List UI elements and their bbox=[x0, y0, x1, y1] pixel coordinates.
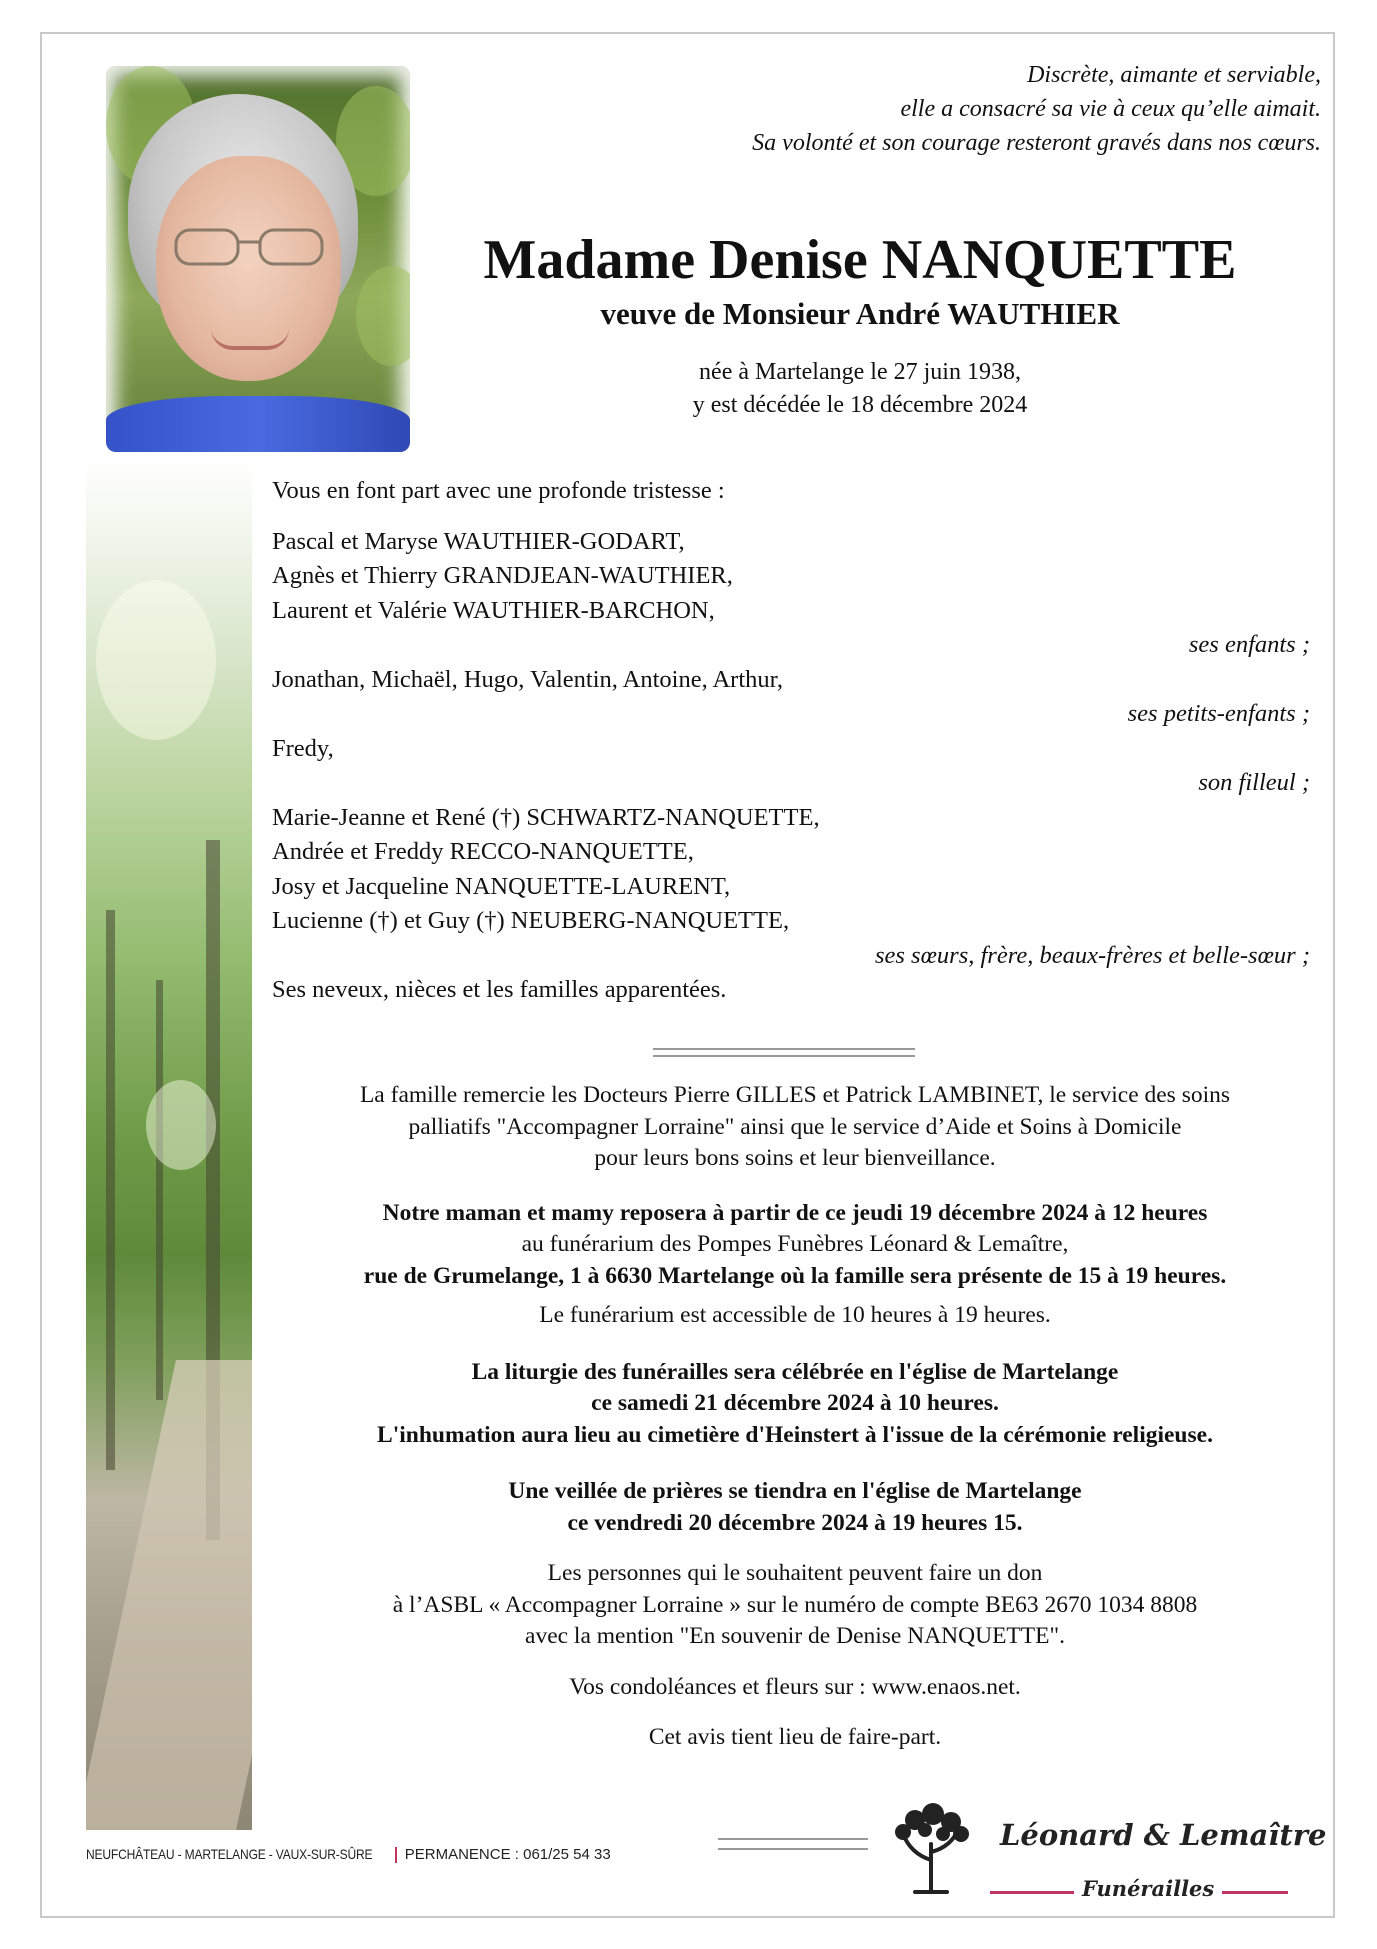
footer-locations: NEUFCHÂTEAU - MARTELANGE - VAUX-SUR-SÛRE bbox=[86, 1846, 373, 1862]
child-couple: Laurent et Valérie WAUTHIER-BARCHON, bbox=[272, 596, 715, 624]
notice-line: Cet avis tient lieu de faire-part. bbox=[648, 1724, 942, 1750]
company-name: Léonard & Lemaître bbox=[1000, 1818, 1327, 1852]
portrait-photo bbox=[106, 66, 410, 452]
liturgy-line: ce samedi 21 décembre 2024 à 10 heures. bbox=[591, 1390, 999, 1416]
donation-paragraph bbox=[270, 1558, 1320, 1653]
footer-divider bbox=[395, 1847, 397, 1863]
godson-role: son filleul ; bbox=[1198, 769, 1310, 796]
liturgy-line: La liturgie des funérailles sera célébrée en l'église de Martelange bbox=[471, 1358, 1119, 1385]
condolences-link[interactable]: Vos condoléances et fleurs sur : www.enaos.net. bbox=[569, 1673, 1021, 1700]
birth-death-info bbox=[430, 356, 1290, 422]
vigil-paragraph bbox=[270, 1476, 1320, 1539]
child-couple: Pascal et Maryse WAUTHIER-GODART, bbox=[272, 527, 685, 555]
grandchildren: Jonathan, Michaël, Hugo, Valentin, Antoine, Arthur, bbox=[272, 665, 783, 693]
other-relatives: Ses neveux, nièces et les familles apparentées. bbox=[272, 976, 727, 1003]
repose-line: au funérarium des Pompes Funèbres Léonard & Lemaître, bbox=[521, 1231, 1069, 1257]
family-intro: Vous en font part avec une profonde tristesse : bbox=[272, 477, 725, 504]
siblings-role: ses sœurs, frère, beaux-frères et belle-sœur ; bbox=[874, 941, 1310, 969]
company-subtitle: Funérailles bbox=[1082, 1876, 1215, 1901]
birth-line: née à Martelange le 27 juin 1938, bbox=[699, 359, 1021, 385]
tree-logo-icon bbox=[885, 1800, 977, 1896]
vigil-line: ce vendredi 20 décembre 2024 à 19 heures 15. bbox=[567, 1509, 1023, 1536]
notice-body bbox=[270, 1080, 1320, 1754]
sibling-couple: Andrée et Freddy RECCO-NANQUETTE, bbox=[272, 838, 694, 865]
grandchildren-role: ses petits-enfants ; bbox=[1127, 700, 1310, 727]
logo-accent-line bbox=[1222, 1891, 1288, 1894]
section-divider bbox=[653, 1048, 915, 1057]
thanks-paragraph bbox=[270, 1080, 1320, 1175]
sibling-couple: Josy et Jacqueline NANQUETTE-LAURENT, bbox=[272, 872, 731, 900]
logo-accent-line bbox=[990, 1891, 1074, 1894]
quote-line: Discrète, aimante et serviable, bbox=[1027, 62, 1321, 88]
donation-line: Les personnes qui le souhaitent peuvent faire un don bbox=[547, 1560, 1043, 1586]
quote-line: Sa volonté et son courage resteront gravés dans nos cœurs. bbox=[752, 130, 1321, 156]
donation-line: à l’ASBL « Accompagner Lorraine » sur le numéro de compte BE63 2670 1034 8808 bbox=[392, 1591, 1198, 1618]
funerarium-hours: Le funérarium est accessible de 10 heures à 19 heures. bbox=[539, 1302, 1051, 1328]
child-couple: Agnès et Thierry GRANDJEAN-WAUTHIER, bbox=[272, 562, 733, 589]
deceased-name: Madame Denise NANQUETTE bbox=[483, 229, 1237, 291]
thanks-line: palliatifs "Accompagner Lorraine" ainsi que le service d’Aide et Soins à Domicile bbox=[408, 1113, 1182, 1140]
repose-line-bold: Notre maman et mamy reposera à partir de ce jeudi 19 décembre 2024 à 12 heures bbox=[382, 1199, 1208, 1226]
footer-permanence: PERMANENCE : 061/25 54 33 bbox=[404, 1846, 611, 1863]
vigil-line: Une veillée de prières se tiendra en l'église de Martelange bbox=[508, 1478, 1082, 1504]
widow-of: veuve de Monsieur André WAUTHIER bbox=[600, 296, 1120, 331]
logo-divider bbox=[718, 1838, 868, 1850]
forest-path-image bbox=[86, 460, 252, 1830]
family-announcement bbox=[272, 474, 1310, 1008]
thanks-line: pour leurs bons soins et leur bienveillance. bbox=[594, 1145, 996, 1171]
epitaph-quote bbox=[561, 58, 1321, 160]
thanks-line: La famille remercie les Docteurs Pierre GILLES et Patrick LAMBINET, le service des soins bbox=[359, 1082, 1231, 1108]
sibling-couple: Marie-Jeanne et René (†) SCHWARTZ-NANQUETTE, bbox=[272, 803, 820, 831]
footer-contact bbox=[86, 1846, 646, 1863]
sibling-couple: Lucienne (†) et Guy (†) NEUBERG-NANQUETTE, bbox=[272, 907, 790, 934]
donation-line: avec la mention "En souvenir de Denise NANQUETTE". bbox=[525, 1623, 1065, 1649]
liturgy-line: L'inhumation aura lieu au cimetière d'Heinstert à l'issue de la cérémonie religieuse. bbox=[377, 1421, 1213, 1448]
godson: Fredy, bbox=[272, 734, 334, 762]
death-line: y est décédée le 18 décembre 2024 bbox=[692, 392, 1028, 418]
quote-line: elle a consacré sa vie à ceux qu’elle aimait. bbox=[900, 96, 1321, 122]
repose-address: rue de Grumelange, 1 à 6630 Martelange où la famille sera présente de 15 à 19 heures. bbox=[363, 1262, 1227, 1289]
liturgy-paragraph bbox=[270, 1357, 1320, 1452]
children-role: ses enfants ; bbox=[1188, 631, 1310, 658]
repose-paragraph bbox=[270, 1198, 1320, 1332]
